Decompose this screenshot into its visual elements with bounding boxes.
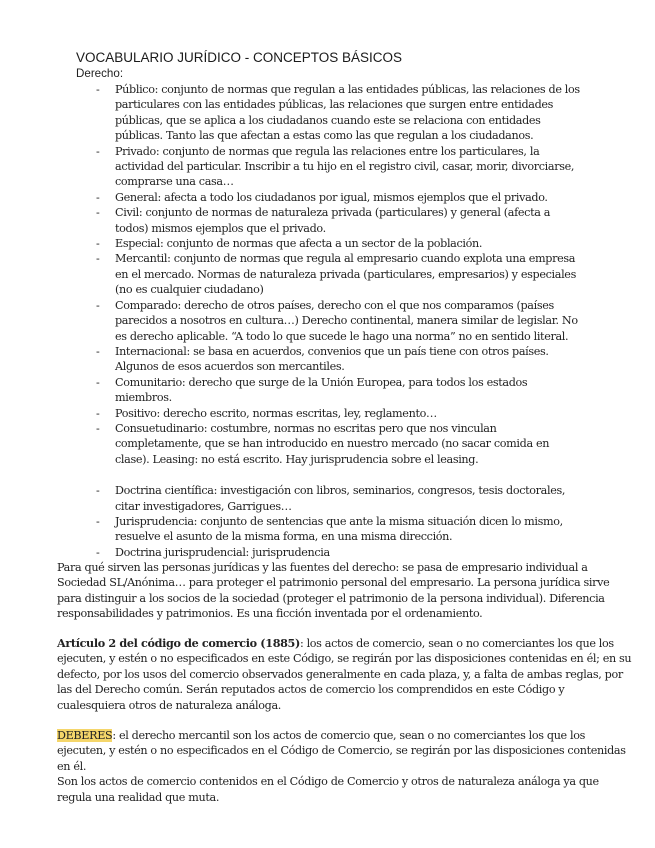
bullet-dash: - — [96, 545, 100, 559]
list-item — [96, 298, 586, 344]
bullet-dash: - — [96, 252, 100, 266]
item-text: Privado: conjunto de normas que regula las relaciones entre los particulares, la actividad del particular. Inscribir a tu hijo en el registro civil, casar, morir, divorciarse, comprarse una casa… — [115, 144, 575, 189]
list-item — [96, 205, 586, 236]
paragraph-deberes — [57, 728, 632, 805]
bullet-dash: - — [96, 514, 100, 528]
deberes-text: : el derecho mercantil son los actos de comercio que, sean o no comerciantes los que los ejecuten, y estén o no especificados en el Código de Comercio, se regirán por las disposiciones contenidas en él. — [57, 729, 626, 773]
list-item — [96, 375, 586, 406]
item-text: Doctrina jurisprudencial: jurisprudencia — [115, 545, 330, 559]
list-item — [96, 406, 586, 421]
paragraph-personas-juridicas: Para qué sirven las personas jurídicas y las fuentes del derecho: se pasa de empresario individual a Sociedad SL/Anónima… para proteger el patrimonio personal del empresario. La persona jurídica sirve para distinguir a los socios de la sociedad (proteger el patrimonio de la persona individual). Diferencia responsabilidades y patrimonios. Es una ficción inventada por el ordenamiento. — [57, 561, 610, 621]
item-text: Consuetudinario: costumbre, normas no escritas pero que nos vinculan completamente, que se han introducido en nuestro mercado (no sacar comida en clase). Leasing: no está escrito. Hay jurisprudencia sobre el leasing. — [115, 421, 550, 466]
document-title: VOCABULARIO JURÍDICO - CONCEPTOS BÁSICOS — [76, 50, 403, 65]
item-text: Positivo: derecho escrito, normas escritas, ley, reglamento… — [115, 406, 437, 420]
bullet-dash: - — [96, 344, 100, 358]
item-text: Civil: conjunto de normas de naturaleza privada (particulares) y general (afecta a todos) mismos ejemplos que el privado. — [115, 206, 551, 235]
bullet-dash: - — [96, 421, 100, 435]
item-text: Especial: conjunto de normas que afecta a un sector de la población. — [115, 237, 483, 251]
bullet-dash: - — [96, 298, 100, 312]
bullet-dash: - — [96, 83, 100, 96]
deberes-highlight: DEBERES — [57, 729, 113, 742]
paragraph-articulo-2 — [57, 636, 632, 713]
item-text: Mercantil: conjunto de normas que regula al empresario cuando explota una empresa en el mercado. Normas de naturaleza privada (particulares, empresarios) y especiales (no es cualquier ciudadano) — [115, 252, 576, 297]
definition-list — [96, 82, 586, 560]
item-text: General: afecta a todo los ciudadanos por igual, mismos ejemplos que el privado. — [115, 190, 548, 204]
list-item — [96, 251, 586, 297]
article-heading: Artículo 2 del código de comercio (1885) — [57, 636, 300, 650]
list-item — [96, 190, 586, 205]
bullet-dash: - — [96, 190, 100, 204]
list-item — [96, 82, 586, 144]
derecho-label: Derecho: — [76, 67, 124, 80]
list-item — [96, 421, 586, 467]
list-item — [96, 483, 586, 514]
list-item — [96, 236, 586, 251]
item-text: Jurisprudencia: conjunto de sentencias que ante la misma situación dicen lo mismo, resuelve el asunto de la misma forma, en una misma dirección. — [115, 514, 563, 544]
bullet-dash: - — [96, 484, 100, 498]
article-text: : los actos de comercio, sean o no comerciantes los que los ejecuten, y estén o no especificados en este Código, se regirán por las disposiciones contenidas en él; en su defecto, por los usos del comercio observados generalmente en cada plaza, y, a falta de ambas reglas, por las del Derecho común. Serán reputados actos de comercio los comprendidos en este Código y cualesquiera otros de naturaleza análoga. — [57, 637, 632, 712]
item-text: Doctrina científica: investigación con libros, seminarios, congresos, tesis doctorales, citar investigadores, Garrigues… — [115, 484, 566, 513]
list-item — [96, 144, 586, 190]
item-text: Público: conjunto de normas que regulan a las entidades públicas, las relaciones de los particulares con las entidades públicas, las relaciones que surgen entre entidades públicas, que se aplica a los ciudadanos cuando este se relaciona con entidades públicas. Tanto las que afectan a estas como las que regulan a los ciudadanos. — [115, 83, 580, 143]
list-item — [96, 344, 586, 375]
deberes-text-continued: Son los actos de comercio contenidos en el Código de Comercio y otros de naturaleza análoga ya que regula una realidad que muta. — [57, 775, 599, 804]
bullet-dash: - — [96, 406, 100, 420]
bullet-dash: - — [96, 206, 100, 220]
list-item — [96, 545, 586, 560]
bullet-dash: - — [96, 375, 100, 389]
bullet-dash: - — [96, 237, 100, 251]
bullet-dash: - — [96, 144, 100, 158]
list-item — [96, 514, 586, 545]
item-text: Comparado: derecho de otros países, derecho con el que nos comparamos (países parecidos a nosotros en cultura…) Derecho continental, manera similar de legislar. No es derecho aplicable. “A todo lo que sucede le hago una norma” no en sentido literal. — [115, 298, 578, 343]
item-text: Comunitario: derecho que surge de la Unión Europea, para todos los estados miembros. — [115, 375, 528, 405]
item-text: Internacional: se basa en acuerdos, convenios que un país tiene con otros países. Algunos de esos acuerdos son mercantiles. — [115, 344, 549, 374]
